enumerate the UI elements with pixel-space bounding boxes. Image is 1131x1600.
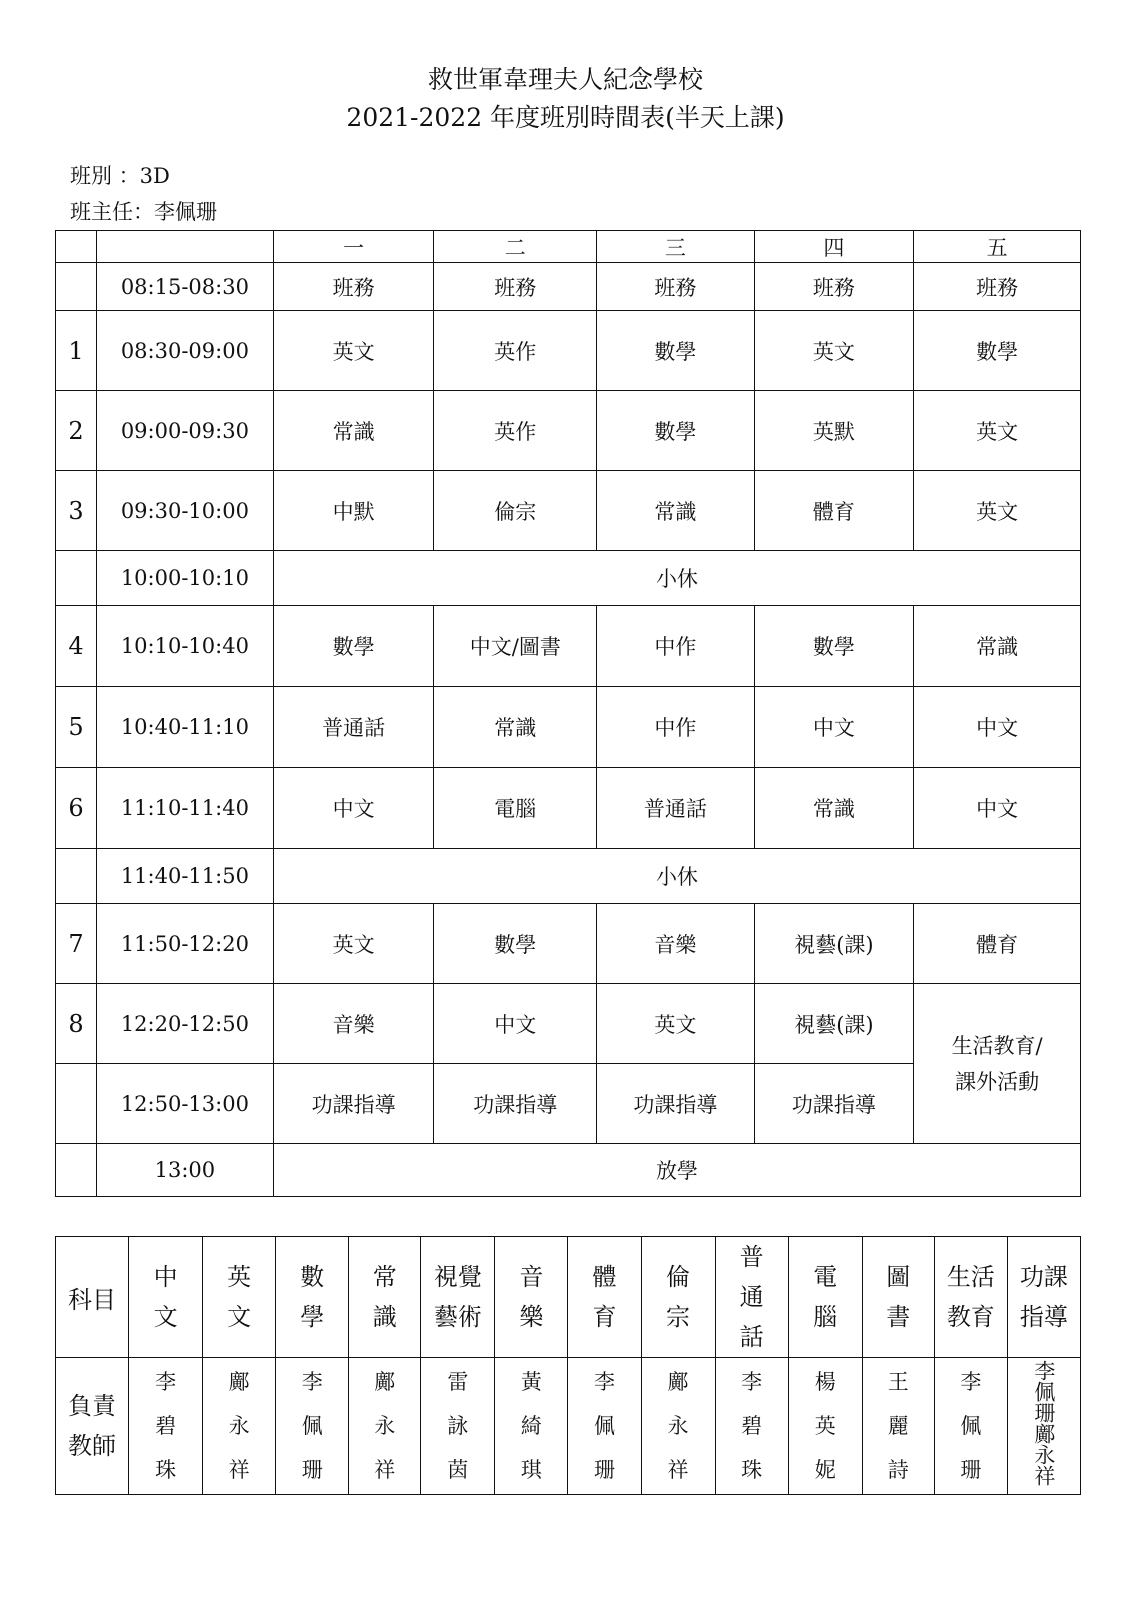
subject-cell <box>568 1237 641 1358</box>
lesson-cell: 班務 <box>914 263 1081 311</box>
life-education-activity-cell <box>914 984 1081 1144</box>
day-header: 一 <box>273 231 434 263</box>
teacher-cell <box>934 1358 1007 1495</box>
day-header: 四 <box>754 231 914 263</box>
lesson-cell: 常識 <box>597 471 755 551</box>
lesson-cell: 功課指導 <box>434 1064 597 1144</box>
subject-row <box>56 1237 1081 1358</box>
subject-cell <box>421 1237 495 1358</box>
teacher-cell <box>715 1358 788 1495</box>
teacher-name: 李碧珠 <box>741 1370 763 1482</box>
teacher-cell <box>203 1358 276 1495</box>
lesson-cell: 功課指導 <box>273 1064 434 1144</box>
teacher-header: 負責教師 <box>68 1392 117 1460</box>
lesson-cell: 體育 <box>754 471 914 551</box>
subject-name: 音樂 <box>519 1263 544 1331</box>
subject-cell <box>276 1237 349 1358</box>
teacher-row <box>56 1358 1081 1495</box>
lesson-cell: 數學 <box>273 606 434 687</box>
lesson-cell: 英作 <box>434 391 597 471</box>
day-header: 二 <box>434 231 597 263</box>
corner-cell <box>56 231 97 263</box>
lesson-cell: 視藝(課) <box>754 984 914 1064</box>
time-slot: 13:00 <box>96 1144 273 1197</box>
period-number: 3 <box>56 471 97 551</box>
subject-name: 功課指導 <box>1019 1263 1068 1331</box>
lesson-cell: 班務 <box>273 263 434 311</box>
subject-cell <box>349 1237 421 1358</box>
lesson-cell: 音樂 <box>597 904 755 984</box>
subject-name: 生活教育 <box>946 1263 995 1331</box>
time-slot: 12:50-13:00 <box>96 1064 273 1144</box>
time-slot: 10:00-10:10 <box>96 551 273 606</box>
lesson-cell: 英文 <box>914 471 1081 551</box>
period-number <box>56 551 97 606</box>
lesson-cell: 英作 <box>434 311 597 391</box>
time-slot: 11:40-11:50 <box>96 849 273 904</box>
lesson-cell: 常識 <box>273 391 434 471</box>
lesson-cell: 數學 <box>597 311 755 391</box>
teacher-name: 雷詠茵 <box>447 1370 469 1482</box>
period-number: 6 <box>56 768 97 849</box>
period-number <box>56 849 97 904</box>
teacher-name: 鄺永祥 <box>667 1370 689 1482</box>
subject-name: 英文 <box>227 1263 252 1331</box>
timetable-row <box>56 391 1081 471</box>
teacher-header-cell <box>56 1358 129 1495</box>
lesson-cell: 班務 <box>754 263 914 311</box>
subject-cell <box>715 1237 788 1358</box>
teacher-name: 李佩珊 <box>593 1370 615 1482</box>
period-number: 5 <box>56 687 97 768</box>
teacher-name: 黃綺琪 <box>520 1370 542 1482</box>
lesson-cell: 中默 <box>273 471 434 551</box>
merged-cell-line: 課外活動 <box>955 1069 1040 1094</box>
teacher-name: 李佩珊 <box>301 1370 323 1482</box>
lesson-cell: 功課指導 <box>754 1064 914 1144</box>
time-slot: 09:30-10:00 <box>96 471 273 551</box>
subject-cell <box>495 1237 568 1358</box>
recess-cell: 小休 <box>273 849 1080 904</box>
teacher-name: 鄺永祥 <box>228 1370 250 1482</box>
timetable-row <box>56 606 1081 687</box>
lesson-cell: 倫宗 <box>434 471 597 551</box>
lesson-cell: 英默 <box>754 391 914 471</box>
subject-header: 科目 <box>56 1237 129 1358</box>
subject-cell <box>1007 1237 1080 1358</box>
teacher-cell <box>641 1358 715 1495</box>
lesson-cell: 英文 <box>273 904 434 984</box>
subject-cell <box>788 1237 862 1358</box>
time-slot: 08:15-08:30 <box>96 263 273 311</box>
lesson-cell: 中文/圖書 <box>434 606 597 687</box>
lesson-cell: 體育 <box>914 904 1081 984</box>
teacher-cell <box>568 1358 641 1495</box>
time-slot: 08:30-09:00 <box>96 311 273 391</box>
day-header: 五 <box>914 231 1081 263</box>
lesson-cell: 中文 <box>434 984 597 1064</box>
recess-cell: 小休 <box>273 551 1080 606</box>
lesson-cell: 電腦 <box>434 768 597 849</box>
timetable-row <box>56 768 1081 849</box>
day-header-row <box>56 231 1081 263</box>
teacher-cell <box>495 1358 568 1495</box>
timetable-row <box>56 687 1081 768</box>
period-number: 1 <box>56 311 97 391</box>
period-number: 2 <box>56 391 97 471</box>
lesson-cell: 中文 <box>914 768 1081 849</box>
corner-cell <box>96 231 273 263</box>
lesson-cell: 數學 <box>434 904 597 984</box>
time-slot: 12:20-12:50 <box>96 984 273 1064</box>
lesson-cell: 英文 <box>754 311 914 391</box>
lesson-cell: 音樂 <box>273 984 434 1064</box>
teacher-cell <box>276 1358 349 1495</box>
day-header: 三 <box>597 231 755 263</box>
lesson-cell: 普通話 <box>597 768 755 849</box>
subject-name: 視覺藝術 <box>433 1263 482 1331</box>
timetable-title: 2021-2022 年度班別時間表(半天上課) <box>346 103 785 132</box>
subject-name: 圖書 <box>886 1263 911 1331</box>
time-slot: 10:10-10:40 <box>96 606 273 687</box>
lesson-cell: 中作 <box>597 687 755 768</box>
subject-cell <box>129 1237 203 1358</box>
time-slot: 09:00-09:30 <box>96 391 273 471</box>
subject-name: 電腦 <box>813 1263 838 1331</box>
timetable-row <box>56 984 1081 1064</box>
teacher-cell <box>788 1358 862 1495</box>
teacher-cell <box>862 1358 934 1495</box>
teacher-cell <box>1007 1358 1080 1495</box>
subject-name: 中文 <box>153 1263 178 1331</box>
time-slot: 11:50-12:20 <box>96 904 273 984</box>
time-slot: 10:40-11:10 <box>96 687 273 768</box>
lesson-cell: 中文 <box>754 687 914 768</box>
timetable <box>55 230 1081 1197</box>
break-row <box>56 551 1081 606</box>
class-label: 班別 ：3D <box>70 164 170 188</box>
timetable-row <box>56 471 1081 551</box>
lesson-cell: 視藝(課) <box>754 904 914 984</box>
teacher-cell <box>349 1358 421 1495</box>
dismissal-row <box>56 1144 1081 1197</box>
subject-teacher-table <box>55 1236 1081 1495</box>
dismissal-cell: 放學 <box>273 1144 1080 1197</box>
lesson-cell: 中文 <box>273 768 434 849</box>
class-teacher-label: 班主任：李佩珊 <box>70 200 217 224</box>
period-number: 4 <box>56 606 97 687</box>
lesson-cell: 功課指導 <box>597 1064 755 1144</box>
break-row <box>56 849 1081 904</box>
teacher-name: 李碧珠 <box>155 1370 177 1482</box>
subject-cell <box>862 1237 934 1358</box>
teacher-name: 王麗詩 <box>887 1370 909 1482</box>
lesson-cell: 常識 <box>914 606 1081 687</box>
subject-cell <box>203 1237 276 1358</box>
timetable-row <box>56 263 1081 311</box>
lesson-cell: 中作 <box>597 606 755 687</box>
subject-name: 常識 <box>372 1263 397 1331</box>
merged-cell-line: 生活教育/ <box>951 1033 1043 1058</box>
lesson-cell: 常識 <box>434 687 597 768</box>
lesson-cell: 班務 <box>597 263 755 311</box>
teacher-name: 李佩珊 <box>960 1370 982 1482</box>
lesson-cell: 英文 <box>273 311 434 391</box>
school-name: 救世軍韋理夫人紀念學校 <box>427 65 703 94</box>
teacher-name: 李佩珊鄺永祥 <box>1031 1360 1056 1486</box>
period-number: 7 <box>56 904 97 984</box>
lesson-cell: 中文 <box>914 687 1081 768</box>
subject-name: 普通話 <box>739 1243 764 1351</box>
timetable-row <box>56 904 1081 984</box>
period-number <box>56 263 97 311</box>
lesson-cell: 數學 <box>754 606 914 687</box>
lesson-cell: 英文 <box>597 984 755 1064</box>
period-number: 8 <box>56 984 97 1064</box>
lesson-cell: 數學 <box>914 311 1081 391</box>
timetable-row <box>56 311 1081 391</box>
subject-cell <box>934 1237 1007 1358</box>
lesson-cell: 班務 <box>434 263 597 311</box>
teacher-name: 鄺永祥 <box>374 1370 396 1482</box>
lesson-cell: 常識 <box>754 768 914 849</box>
subject-name: 倫宗 <box>666 1263 691 1331</box>
subject-cell <box>641 1237 715 1358</box>
period-number <box>56 1064 97 1144</box>
subject-name: 數學 <box>300 1263 325 1331</box>
lesson-cell: 英文 <box>914 391 1081 471</box>
teacher-cell <box>129 1358 203 1495</box>
teacher-cell <box>421 1358 495 1495</box>
lesson-cell: 普通話 <box>273 687 434 768</box>
teacher-name: 楊英妮 <box>814 1370 836 1482</box>
time-slot: 11:10-11:40 <box>96 768 273 849</box>
period-number <box>56 1144 97 1197</box>
subject-name: 體育 <box>592 1263 617 1331</box>
lesson-cell: 數學 <box>597 391 755 471</box>
